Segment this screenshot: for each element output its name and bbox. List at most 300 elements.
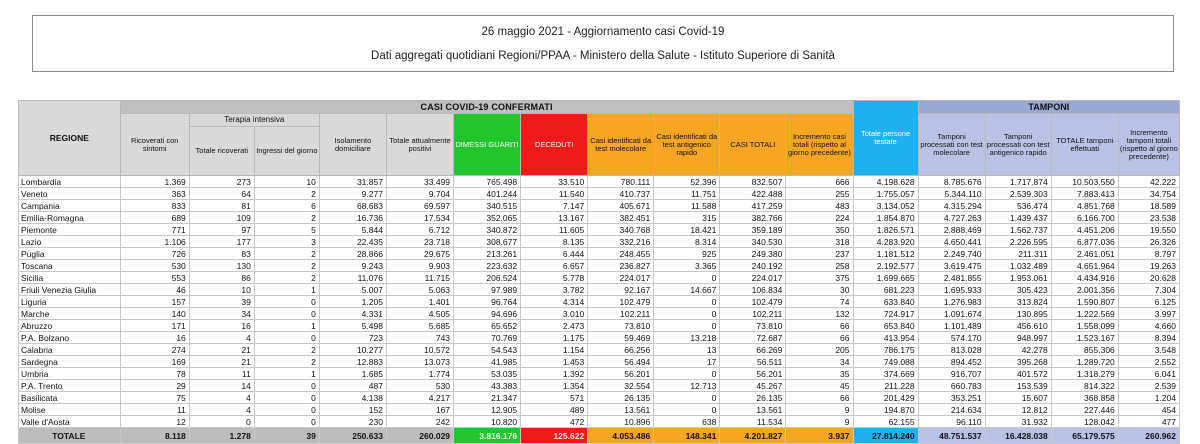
- cell-isolamento: 22.435: [319, 236, 386, 248]
- cell-totale-ricoverati: 97: [189, 224, 254, 236]
- cell-persone-testate: 1.699.665: [853, 272, 918, 284]
- cell-molecolare: 59.469: [588, 332, 654, 344]
- header-tamponi-molecolare: Tamponi processati con test molecolare: [918, 114, 985, 176]
- cell-dimessi: 765.498: [454, 176, 521, 188]
- cell-incremento-tamponi: 19.550: [1118, 224, 1179, 236]
- total-positivi: 260.029: [386, 428, 453, 444]
- cell-ingressi: 0: [254, 392, 319, 404]
- cell-totale-ricoverati: 14: [189, 380, 254, 392]
- cell-isolamento: 723: [319, 332, 386, 344]
- cell-ingressi: 5: [254, 224, 319, 236]
- cell-ricoverati: 140: [120, 308, 189, 320]
- header-incremento-tamponi: Incremento tamponi totali (rispetto al giorno precedente): [1118, 114, 1179, 176]
- cell-incremento: 375: [786, 272, 853, 284]
- cell-ingressi: 2: [254, 344, 319, 356]
- cell-molecolare: 73.810: [588, 320, 654, 332]
- cell-molecolare: 332.216: [588, 236, 654, 248]
- cell-ricoverati: 46: [120, 284, 189, 296]
- cell-incremento: 30: [786, 284, 853, 296]
- cell-isolamento: 152: [319, 404, 386, 416]
- cell-incremento: 66: [786, 392, 853, 404]
- cell-dimessi: 352.065: [454, 212, 521, 224]
- total-dimessi: 3.816.176: [454, 428, 521, 444]
- total-isolamento: 250.633: [319, 428, 386, 444]
- header-ricoverati: Ricoverati con sintomi: [120, 114, 189, 176]
- cell-deceduti: 4.314: [521, 296, 588, 308]
- cell-incremento-tamponi: 477: [1118, 416, 1179, 428]
- cell-casi-totali: 45.267: [720, 380, 786, 392]
- cell-antigenico: 0: [654, 308, 720, 320]
- cell-ingressi: 2: [254, 356, 319, 368]
- cell-molecolare: 405.671: [588, 200, 654, 212]
- table-row: [19, 236, 1180, 248]
- cell-incremento: 224: [786, 212, 853, 224]
- table-row: [19, 404, 1180, 416]
- cell-tamp-antigenico: 1.439.437: [985, 212, 1051, 224]
- cell-casi-totali: 340.530: [720, 236, 786, 248]
- cell-persone-testate: 633.840: [853, 296, 918, 308]
- table-body: [19, 176, 1180, 444]
- cell-ingressi: 0: [254, 296, 319, 308]
- header-regione: REGIONE: [19, 101, 121, 176]
- cell-antigenico: 638: [654, 416, 720, 428]
- table-row: [19, 332, 1180, 344]
- cell-deceduti: 6.444: [521, 248, 588, 260]
- cell-incremento-tamponi: 19.263: [1118, 260, 1179, 272]
- cell-tamp-totale: 855.306: [1051, 344, 1118, 356]
- cell-molecolare: 92.167: [588, 284, 654, 296]
- cell-deceduti: 1.392: [521, 368, 588, 380]
- cell-tamp-molecolare: 4.315.294: [918, 200, 985, 212]
- cell-deceduti: 571: [521, 392, 588, 404]
- cell-persone-testate: 1.854.870: [853, 212, 918, 224]
- cell-tamp-molecolare: 574.170: [918, 332, 985, 344]
- cell-tamp-totale: 1.523.167: [1051, 332, 1118, 344]
- cell-ingressi: 2: [254, 188, 319, 200]
- cell-tamp-totale: 4.651.964: [1051, 260, 1118, 272]
- cell-dimessi: 340.515: [454, 200, 521, 212]
- cell-incremento: 45: [786, 380, 853, 392]
- cell-regione: Valle d'Aosta: [19, 416, 121, 428]
- cell-antigenico: 925: [654, 248, 720, 260]
- cell-persone-testate: 653.840: [853, 320, 918, 332]
- group-terapia-intensiva: Terapia intensiva: [189, 114, 319, 127]
- cell-incremento-tamponi: 26.326: [1118, 236, 1179, 248]
- cell-positivi: 10.572: [386, 344, 453, 356]
- table-row: [19, 188, 1180, 200]
- cell-incremento-tamponi: 2.552: [1118, 356, 1179, 368]
- cell-positivi: 530: [386, 380, 453, 392]
- cell-antigenico: 0: [654, 404, 720, 416]
- group-casi-confermati: CASI COVID-19 CONFERMATI: [120, 101, 853, 114]
- cell-molecolare: 66.256: [588, 344, 654, 356]
- cell-antigenico: 11.588: [654, 200, 720, 212]
- table-row: [19, 248, 1180, 260]
- cell-ricoverati: 274: [120, 344, 189, 356]
- cell-persone-testate: 201.429: [853, 392, 918, 404]
- cell-dimessi: 401.244: [454, 188, 521, 200]
- cell-incremento: 205: [786, 344, 853, 356]
- table-row: [19, 416, 1180, 428]
- cell-incremento: 255: [786, 188, 853, 200]
- cell-persone-testate: 681.223: [853, 284, 918, 296]
- cell-tamp-antigenico: 12.812: [985, 404, 1051, 416]
- cell-casi-totali: 382.766: [720, 212, 786, 224]
- cell-regione: Marche: [19, 308, 121, 320]
- total-tamp-molecolare: 48.751.537: [918, 428, 985, 444]
- cell-deceduti: 13.167: [521, 212, 588, 224]
- cell-ingressi: 0: [254, 332, 319, 344]
- cell-ricoverati: 169: [120, 356, 189, 368]
- cell-isolamento: 31.857: [319, 176, 386, 188]
- cell-molecolare: 26.135: [588, 392, 654, 404]
- total-tamp-totale: 65.179.575: [1051, 428, 1118, 444]
- cell-positivi: 4.505: [386, 308, 453, 320]
- cell-casi-totali: 359.189: [720, 224, 786, 236]
- cell-regione: P.A. Bolzano: [19, 332, 121, 344]
- cell-dimessi: 65.652: [454, 320, 521, 332]
- cell-persone-testate: 4.283.920: [853, 236, 918, 248]
- table-row: [19, 224, 1180, 236]
- table-row: [19, 296, 1180, 308]
- cell-tamp-antigenico: 15.607: [985, 392, 1051, 404]
- cell-deceduti: 6.657: [521, 260, 588, 272]
- cell-totale-ricoverati: 130: [189, 260, 254, 272]
- cell-ricoverati: 726: [120, 248, 189, 260]
- cell-casi-totali: 422.488: [720, 188, 786, 200]
- cell-tamp-totale: 4.434.916: [1051, 272, 1118, 284]
- header-incremento-casi: Incremento casi totali (rispetto al giorno precedente): [786, 114, 853, 176]
- cell-dimessi: 53.035: [454, 368, 521, 380]
- cell-molecolare: 224.017: [588, 272, 654, 284]
- table-row: [19, 320, 1180, 332]
- cell-tamp-molecolare: 96.110: [918, 416, 985, 428]
- cell-incremento: 74: [786, 296, 853, 308]
- cell-isolamento: 28.866: [319, 248, 386, 260]
- cell-incremento-tamponi: 6.125: [1118, 296, 1179, 308]
- cell-regione: Campania: [19, 200, 121, 212]
- cell-tamp-antigenico: 31.932: [985, 416, 1051, 428]
- cell-incremento: 34: [786, 356, 853, 368]
- cell-tamp-molecolare: 4.727.263: [918, 212, 985, 224]
- cell-ricoverati: 157: [120, 296, 189, 308]
- cell-casi-totali: 249.380: [720, 248, 786, 260]
- cell-isolamento: 1.685: [319, 368, 386, 380]
- cell-ricoverati: 29: [120, 380, 189, 392]
- cell-positivi: 1.401: [386, 296, 453, 308]
- cell-tamp-totale: 1.222.569: [1051, 308, 1118, 320]
- cell-tamp-antigenico: 1.953.061: [985, 272, 1051, 284]
- cell-deceduti: 1.354: [521, 380, 588, 392]
- cell-casi-totali: 26.135: [720, 392, 786, 404]
- cell-deceduti: 3.782: [521, 284, 588, 296]
- cell-antigenico: 13.218: [654, 332, 720, 344]
- cell-positivi: 1.774: [386, 368, 453, 380]
- cell-positivi: 9.903: [386, 260, 453, 272]
- cell-ingressi: 10: [254, 176, 319, 188]
- cell-tamp-totale: 1.289.720: [1051, 356, 1118, 368]
- cell-ingressi: 1: [254, 320, 319, 332]
- cell-ricoverati: 689: [120, 212, 189, 224]
- cell-incremento: 258: [786, 260, 853, 272]
- cell-persone-testate: 786.175: [853, 344, 918, 356]
- cell-isolamento: 12.883: [319, 356, 386, 368]
- cell-deceduti: 1.175: [521, 332, 588, 344]
- cell-regione: Sardegna: [19, 356, 121, 368]
- cell-isolamento: 4.331: [319, 308, 386, 320]
- cell-deceduti: 1.453: [521, 356, 588, 368]
- cell-tamp-antigenico: 42.278: [985, 344, 1051, 356]
- cell-positivi: 5.063: [386, 284, 453, 296]
- cell-tamp-antigenico: 401.572: [985, 368, 1051, 380]
- total-ingressi: 39: [254, 428, 319, 444]
- cell-casi-totali: 56.511: [720, 356, 786, 368]
- cell-ingressi: 2: [254, 212, 319, 224]
- cell-incremento: 483: [786, 200, 853, 212]
- table-row: [19, 284, 1180, 296]
- table-row: [19, 260, 1180, 272]
- cell-totale-ricoverati: 4: [189, 404, 254, 416]
- cell-antigenico: 8.314: [654, 236, 720, 248]
- header-persone-testate: Totale persone testate: [853, 101, 918, 176]
- cell-isolamento: 5.498: [319, 320, 386, 332]
- cell-incremento-tamponi: 20.628: [1118, 272, 1179, 284]
- cell-ricoverati: 171: [120, 320, 189, 332]
- cell-molecolare: 56.494: [588, 356, 654, 368]
- covid-data-table: [18, 100, 1180, 444]
- cell-incremento-tamponi: 3.997: [1118, 308, 1179, 320]
- cell-tamp-molecolare: 3.619.475: [918, 260, 985, 272]
- cell-tamp-totale: 1.558.099: [1051, 320, 1118, 332]
- cell-ricoverati: 530: [120, 260, 189, 272]
- total-regione: TOTALE: [19, 428, 121, 444]
- cell-incremento-tamponi: 2.539: [1118, 380, 1179, 392]
- total-incremento: 3.937: [786, 428, 853, 444]
- header-casi-antigenico: Casi identificati da test antigenico rapido: [654, 114, 720, 176]
- cell-tamp-antigenico: 211.311: [985, 248, 1051, 260]
- cell-tamp-antigenico: 130.895: [985, 308, 1051, 320]
- cell-tamp-molecolare: 660.783: [918, 380, 985, 392]
- cell-totale-ricoverati: 4: [189, 332, 254, 344]
- cell-tamp-antigenico: 153.539: [985, 380, 1051, 392]
- cell-tamp-antigenico: 948.997: [985, 332, 1051, 344]
- cell-persone-testate: 62.155: [853, 416, 918, 428]
- cell-dimessi: 94.696: [454, 308, 521, 320]
- cell-tamp-totale: 814.322: [1051, 380, 1118, 392]
- table-row: [19, 380, 1180, 392]
- cell-molecolare: 248.455: [588, 248, 654, 260]
- cell-casi-totali: 73.810: [720, 320, 786, 332]
- cell-tamp-molecolare: 4.650.441: [918, 236, 985, 248]
- cell-antigenico: 11.751: [654, 188, 720, 200]
- cell-ingressi: 3: [254, 236, 319, 248]
- cell-dimessi: 308.677: [454, 236, 521, 248]
- cell-isolamento: 230: [319, 416, 386, 428]
- cell-isolamento: 10.277: [319, 344, 386, 356]
- cell-positivi: 13.073: [386, 356, 453, 368]
- total-totale-ricoverati: 1.278: [189, 428, 254, 444]
- cell-ricoverati: 771: [120, 224, 189, 236]
- cell-regione: Abruzzo: [19, 320, 121, 332]
- cell-isolamento: 16.736: [319, 212, 386, 224]
- cell-deceduti: 2.473: [521, 320, 588, 332]
- cell-tamp-molecolare: 894.452: [918, 356, 985, 368]
- cell-antigenico: 52.396: [654, 176, 720, 188]
- cell-casi-totali: 224.017: [720, 272, 786, 284]
- cell-regione: Piemonte: [19, 224, 121, 236]
- cell-tamp-totale: 1.318.279: [1051, 368, 1118, 380]
- cell-regione: Toscana: [19, 260, 121, 272]
- cell-casi-totali: 106.834: [720, 284, 786, 296]
- cell-incremento-tamponi: 34.754: [1118, 188, 1179, 200]
- cell-positivi: 167: [386, 404, 453, 416]
- cell-totale-ricoverati: 86: [189, 272, 254, 284]
- cell-dimessi: 70.769: [454, 332, 521, 344]
- cell-tamp-antigenico: 536.474: [985, 200, 1051, 212]
- cell-molecolare: 13.561: [588, 404, 654, 416]
- cell-ingressi: 0: [254, 380, 319, 392]
- cell-incremento: 350: [786, 224, 853, 236]
- cell-totale-ricoverati: 64: [189, 188, 254, 200]
- cell-antigenico: 18.421: [654, 224, 720, 236]
- cell-persone-testate: 4.198.628: [853, 176, 918, 188]
- cell-incremento: 237: [786, 248, 853, 260]
- cell-deceduti: 8.135: [521, 236, 588, 248]
- total-persone-testate: 27.814.240: [853, 428, 918, 444]
- cell-regione: P.A. Trento: [19, 380, 121, 392]
- cell-positivi: 23.718: [386, 236, 453, 248]
- cell-tamp-totale: 2.461.051: [1051, 248, 1118, 260]
- table-row: [19, 200, 1180, 212]
- cell-tamp-totale: 368.858: [1051, 392, 1118, 404]
- cell-tamp-antigenico: 2.539.303: [985, 188, 1051, 200]
- cell-ingressi: 0: [254, 308, 319, 320]
- cell-incremento: 132: [786, 308, 853, 320]
- cell-dimessi: 223.632: [454, 260, 521, 272]
- header-totale-ricoverati: Totale ricoverati: [189, 127, 254, 176]
- cell-molecolare: 780.111: [588, 176, 654, 188]
- cell-tamp-totale: 4.451.206: [1051, 224, 1118, 236]
- cell-casi-totali: 832.507: [720, 176, 786, 188]
- cell-molecolare: 102.479: [588, 296, 654, 308]
- cell-tamp-totale: 6.877.036: [1051, 236, 1118, 248]
- cell-regione: Lazio: [19, 236, 121, 248]
- cell-ricoverati: 553: [120, 272, 189, 284]
- cell-deceduti: 5.778: [521, 272, 588, 284]
- header-dimessi-guariti: DIMESSI GUARITI: [454, 114, 521, 176]
- cell-casi-totali: 66.269: [720, 344, 786, 356]
- cell-regione: Liguria: [19, 296, 121, 308]
- cell-tamp-antigenico: 1.562.737: [985, 224, 1051, 236]
- cell-positivi: 29.675: [386, 248, 453, 260]
- cell-totale-ricoverati: 21: [189, 356, 254, 368]
- header-casi-totali: CASI TOTALI: [720, 114, 786, 176]
- cell-antigenico: 0: [654, 296, 720, 308]
- cell-molecolare: 32.554: [588, 380, 654, 392]
- table-row: [19, 176, 1180, 188]
- cell-positivi: 11.715: [386, 272, 453, 284]
- cell-persone-testate: 1.181.512: [853, 248, 918, 260]
- cell-dimessi: 54.543: [454, 344, 521, 356]
- cell-tamp-molecolare: 5.344.110: [918, 188, 985, 200]
- cell-tamp-antigenico: 395.268: [985, 356, 1051, 368]
- cell-casi-totali: 72.687: [720, 332, 786, 344]
- cell-totale-ricoverati: 0: [189, 416, 254, 428]
- cell-casi-totali: 240.192: [720, 260, 786, 272]
- cell-molecolare: 102.211: [588, 308, 654, 320]
- cell-incremento-tamponi: 42.222: [1118, 176, 1179, 188]
- cell-ingressi: 0: [254, 404, 319, 416]
- cell-positivi: 33.499: [386, 176, 453, 188]
- cell-antigenico: 3.365: [654, 260, 720, 272]
- cell-positivi: 242: [386, 416, 453, 428]
- cell-antigenico: 315: [654, 212, 720, 224]
- header-casi-molecolare: Casi identificati da test molecolare: [588, 114, 654, 176]
- cell-incremento: 66: [786, 320, 853, 332]
- cell-incremento: 666: [786, 176, 853, 188]
- cell-tamp-molecolare: 1.695.933: [918, 284, 985, 296]
- header-deceduti: DECEDUTI: [521, 114, 588, 176]
- cell-antigenico: 0: [654, 272, 720, 284]
- cell-ricoverati: 12: [120, 416, 189, 428]
- cell-incremento: 9: [786, 416, 853, 428]
- cell-positivi: 69.597: [386, 200, 453, 212]
- cell-tamp-molecolare: 353.251: [918, 392, 985, 404]
- cell-isolamento: 9.243: [319, 260, 386, 272]
- cell-antigenico: 0: [654, 392, 720, 404]
- cell-incremento-tamponi: 3.548: [1118, 344, 1179, 356]
- cell-casi-totali: 417.259: [720, 200, 786, 212]
- cell-incremento-tamponi: 6.041: [1118, 368, 1179, 380]
- cell-antigenico: 12.713: [654, 380, 720, 392]
- table-row: [19, 368, 1180, 380]
- cell-antigenico: 14.667: [654, 284, 720, 296]
- cell-persone-testate: 374.669: [853, 368, 918, 380]
- cell-tamp-antigenico: 1.717.874: [985, 176, 1051, 188]
- cell-molecolare: 10.896: [588, 416, 654, 428]
- cell-ingressi: 1: [254, 284, 319, 296]
- group-tamponi: TAMPONI: [918, 101, 1179, 114]
- cell-isolamento: 9.277: [319, 188, 386, 200]
- cell-dimessi: 41.985: [454, 356, 521, 368]
- total-molecolare: 4.053.486: [588, 428, 654, 444]
- cell-ingressi: 2: [254, 272, 319, 284]
- cell-incremento-tamponi: 1.204: [1118, 392, 1179, 404]
- cell-tamp-molecolare: 1.276.983: [918, 296, 985, 308]
- cell-isolamento: 5.844: [319, 224, 386, 236]
- cell-regione: Friuli Venezia Giulia: [19, 284, 121, 296]
- cell-tamp-totale: 4.851.768: [1051, 200, 1118, 212]
- cell-dimessi: 10.820: [454, 416, 521, 428]
- cell-ricoverati: 1.106: [120, 236, 189, 248]
- cell-tamp-molecolare: 214.634: [918, 404, 985, 416]
- cell-regione: Umbria: [19, 368, 121, 380]
- cell-regione: Emilia-Romagna: [19, 212, 121, 224]
- cell-antigenico: 0: [654, 320, 720, 332]
- cell-antigenico: 13: [654, 344, 720, 356]
- cell-regione: Calabria: [19, 344, 121, 356]
- header-ingressi-giorno: Ingressi del giorno: [254, 127, 319, 176]
- cell-incremento-tamponi: 4.660: [1118, 320, 1179, 332]
- cell-persone-testate: 724.917: [853, 308, 918, 320]
- header-attualmente-positivi: Totale attualmente positivi: [386, 114, 453, 176]
- total-incremento-tamponi: 260.962: [1118, 428, 1179, 444]
- cell-tamp-totale: 2.001.356: [1051, 284, 1118, 296]
- cell-tamp-molecolare: 916.707: [918, 368, 985, 380]
- cell-tamp-totale: 6.166.700: [1051, 212, 1118, 224]
- cell-tamp-molecolare: 1.101.489: [918, 320, 985, 332]
- cell-tamp-antigenico: 305.423: [985, 284, 1051, 296]
